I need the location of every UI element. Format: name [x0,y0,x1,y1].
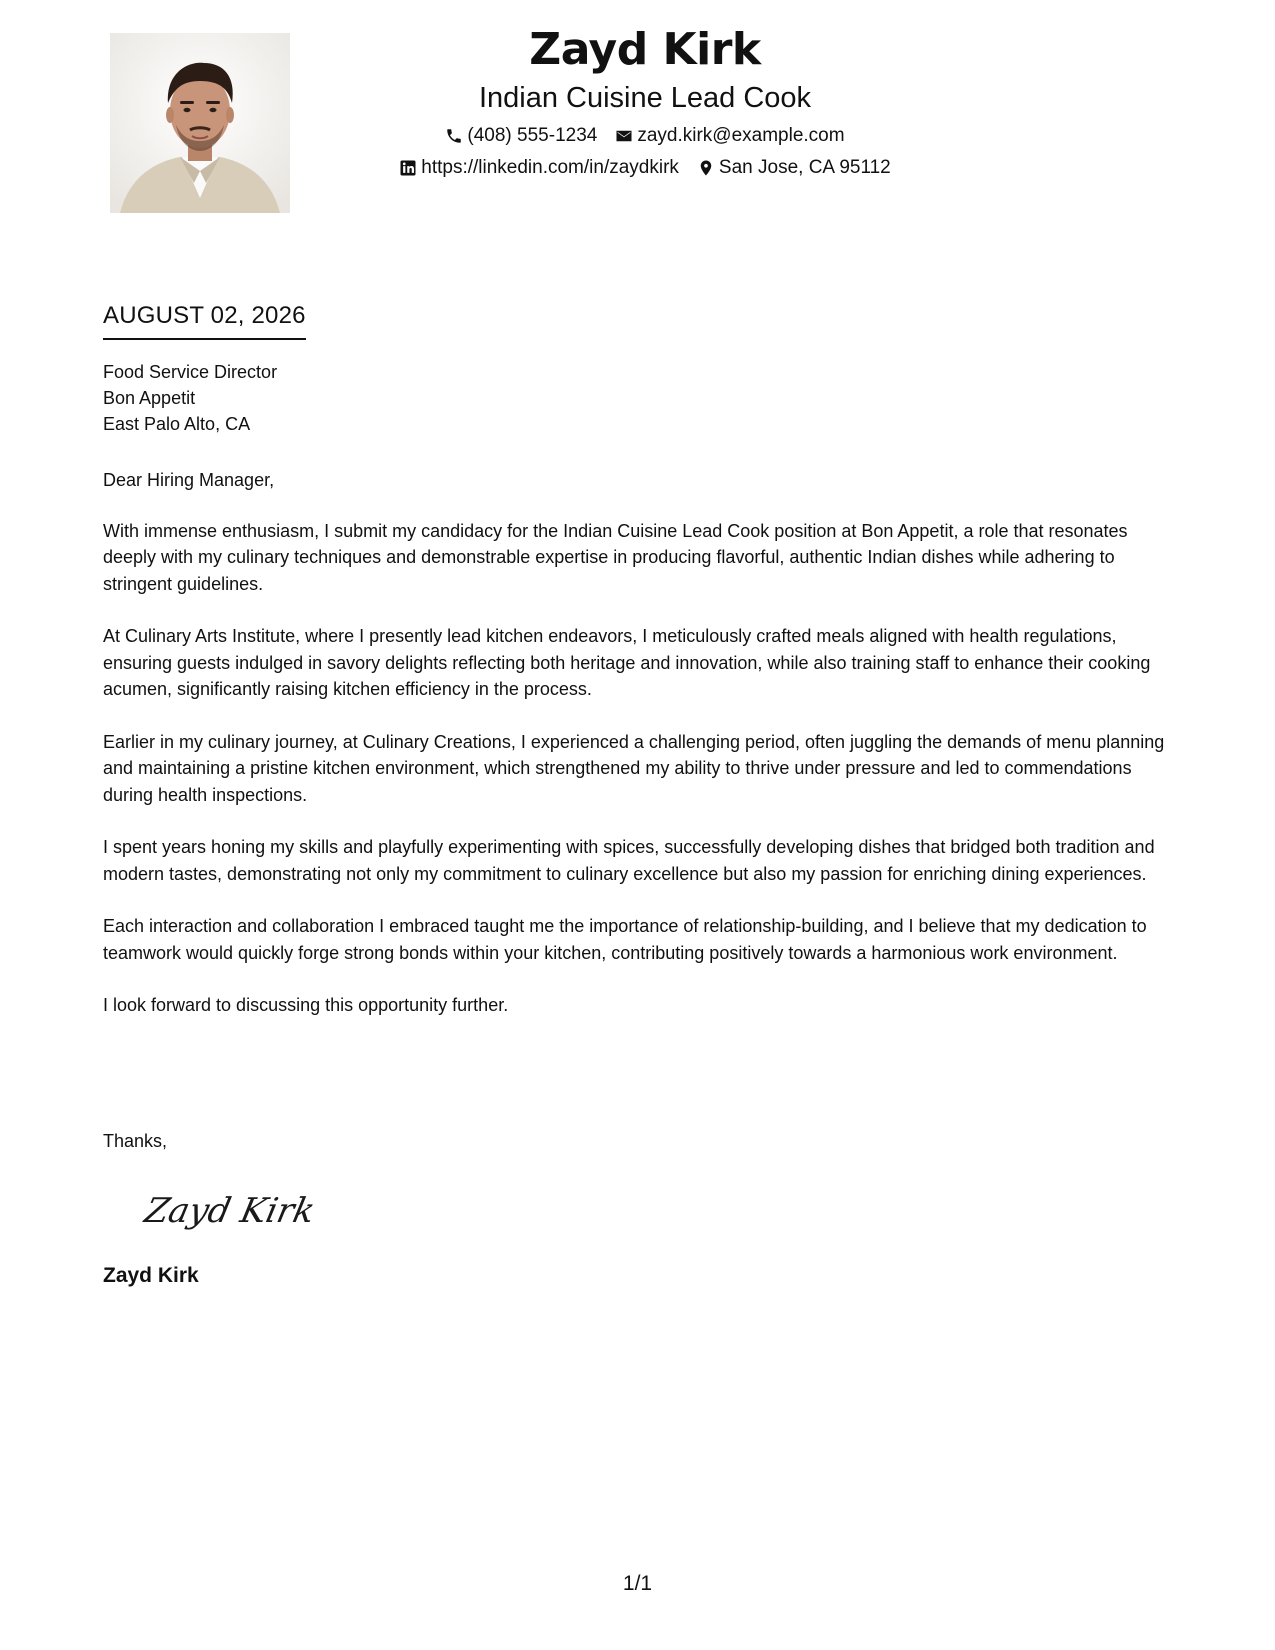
letter-date: AUGUST 02, 2026 [103,300,306,340]
contact-phone [445,124,597,148]
phone-icon [445,127,463,145]
header [330,20,960,180]
location-text: San Jose, CA 95112 [718,157,891,178]
envelope-icon [615,127,633,145]
recipient-title: Food Service Director [103,362,278,382]
paragraph: I look forward to discussing this opportunity further. [103,995,509,1015]
paragraph: At Culinary Arts Institute, where I presently lead kitchen endeavors, I meticulously crafted meals aligned with health regulations, ensuring guests indulged in savory delights reflecting both heritage and innovation, while also training staff to enhance their cooking acumen, significantly raising kitchen efficiency in the process. [103,626,1151,699]
salutation: Dear Hiring Manager, [103,470,275,490]
linkedin-icon [399,159,417,177]
paragraph: Earlier in my culinary journey, at Culinary Creations, I experienced a challenging period, often juggling the demands of menu planning and maintaining a pristine kitchen environment, which strengthened my ability to thrive under pressure and led to commendations during health inspections. [103,731,1165,805]
paragraph: Each interaction and collaboration I embraced taught me the importance of relationship-building, and I believe that my dedication to teamwork would quickly forge strong bonds within your kitchen, contributing positively towards a harmonious work environment. [103,916,1147,963]
paragraph: I spent years honing my skills and playfully experimenting with spices, successfully developing dishes that bridged both tradition and modern tastes, demonstrating not only my commitment to culinary excellence but also my passion for enriching dining experiences. [103,837,1155,884]
signature [140,1180,330,1240]
signer-name: Zayd Kirk [103,1264,199,1287]
date-block [103,300,306,340]
recipient-company: Bon Appetit [103,388,196,408]
contact-location [697,156,891,180]
letter-body [103,467,1183,1045]
map-pin-icon [697,159,715,177]
contact-email[interactable] [615,124,844,148]
recipient-block [103,359,277,437]
applicant-name: Zayd Kirk [529,24,761,75]
contact-linkedin[interactable] [399,156,679,180]
contact-row-primary [330,124,960,148]
page-number: 1/1 [622,1572,653,1595]
paragraph: With immense enthusiasm, I submit my candidacy for the Indian Cuisine Lead Cook position at Bon Appetit, a role that resonates deeply with my culinary techniques and demonstrable expertise in producing flavorful, authentic Indian dishes while adhering to stringent guidelines. [103,520,1128,594]
recipient-location: East Palo Alto, CA [103,414,251,434]
email-text: zayd.kirk@example.com [637,125,845,146]
applicant-role: Indian Cuisine Lead Cook [478,82,812,114]
contact-row-secondary [330,156,960,180]
closing: Thanks, [103,1131,168,1151]
linkedin-text: https://linkedin.com/in/zaydkirk [421,157,679,178]
phone-text: (408) 555-1234 [467,125,598,146]
svg-text:Zayd Kirk: Zayd Kirk [141,1191,319,1231]
profile-photo [110,33,290,213]
